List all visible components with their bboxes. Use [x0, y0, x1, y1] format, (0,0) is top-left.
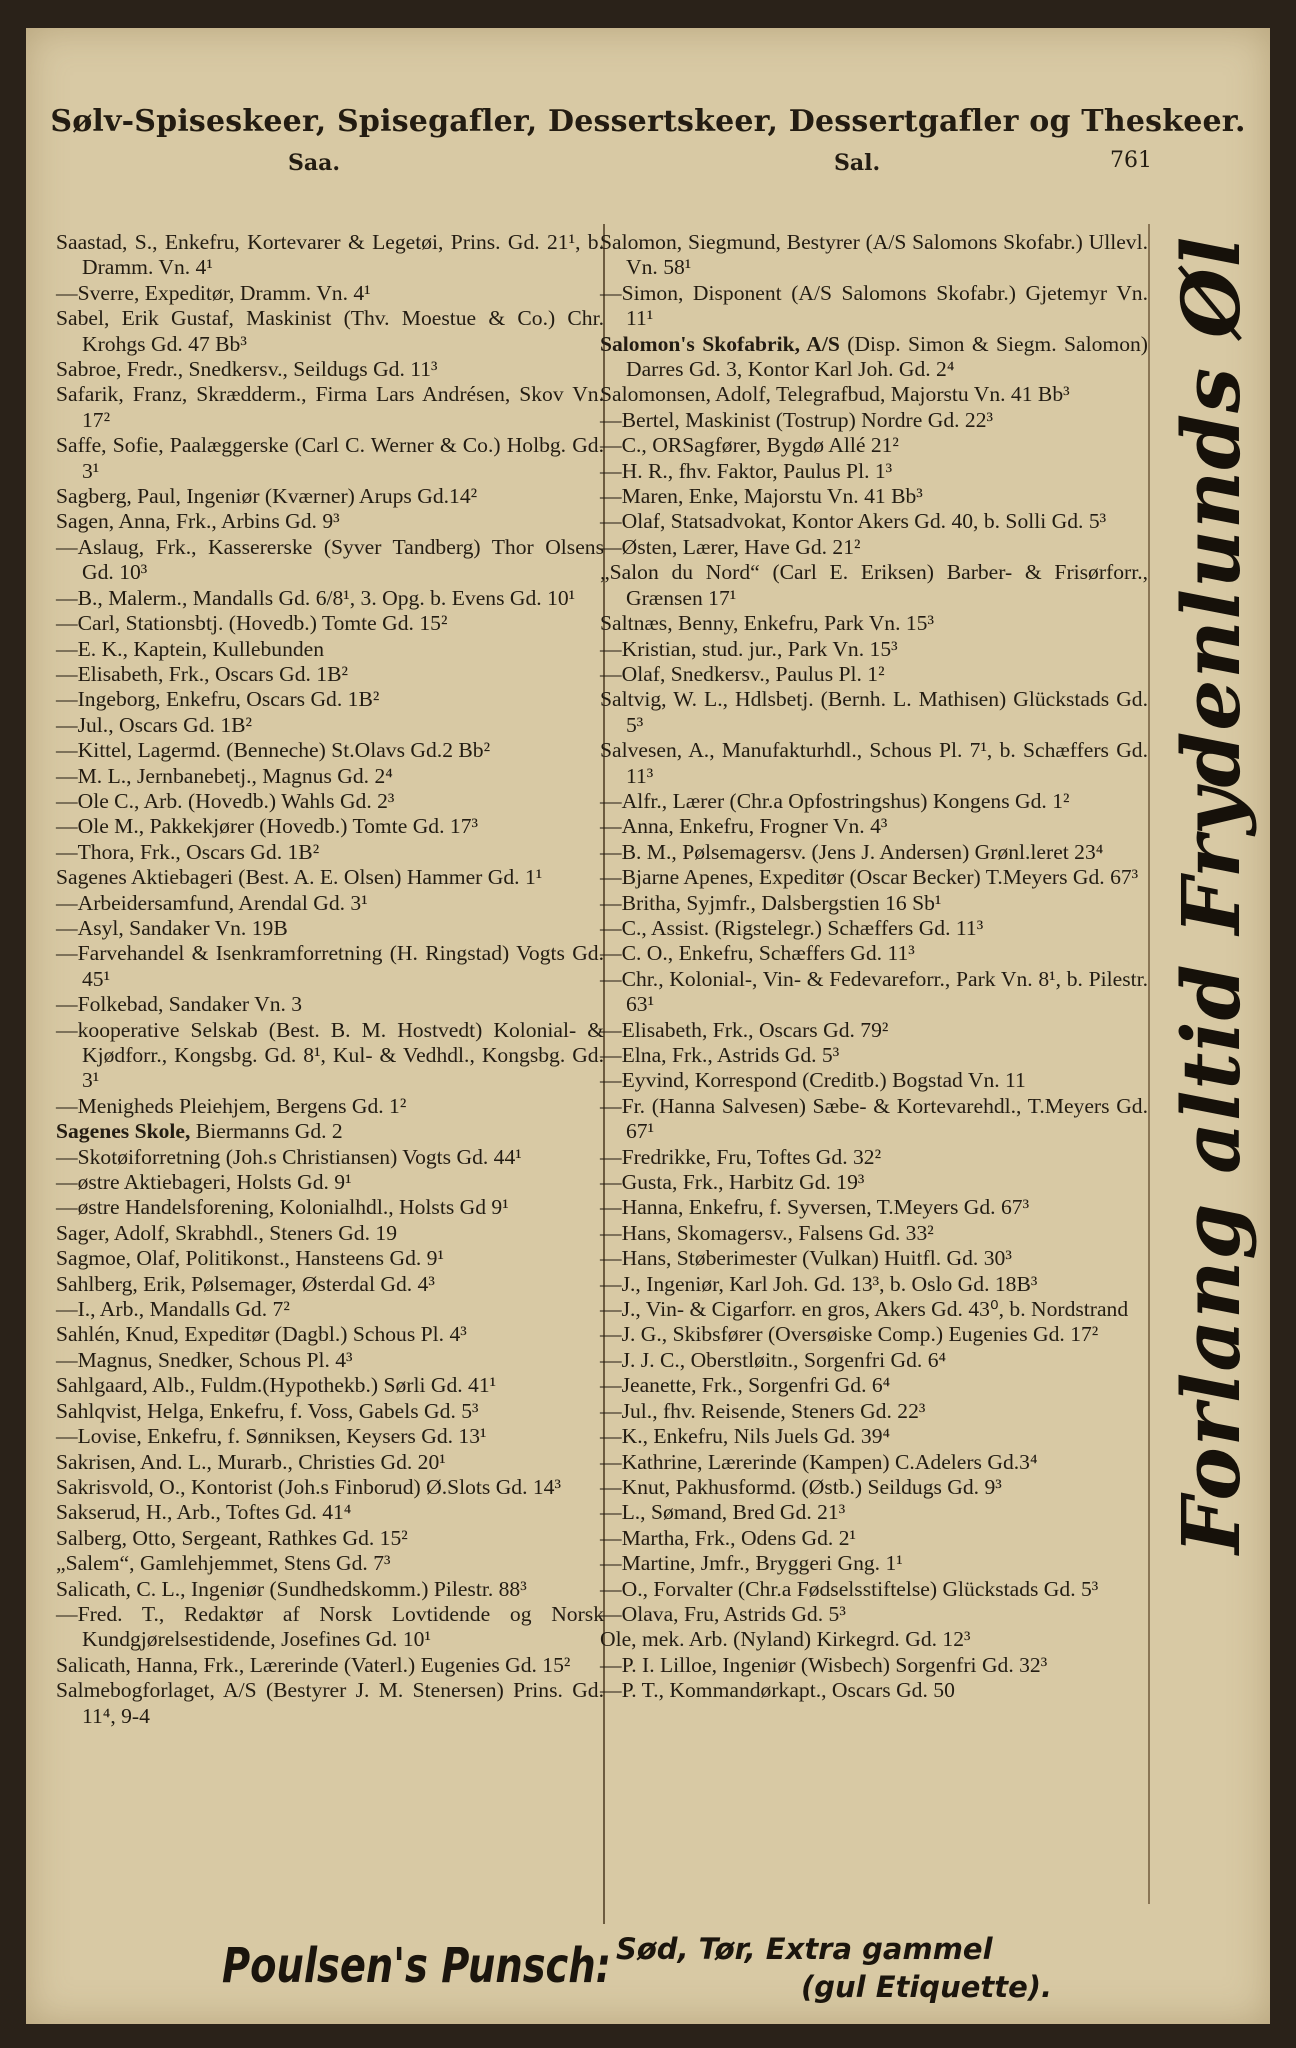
directory-entry: —østre Handelsforening, Kolonialhdl., Holsts Gd 9¹ — [56, 1195, 509, 1220]
directory-entry: —B. M., Pølsemagersv. (Jens J. Andersen) Grønl.leret 23⁴ — [600, 839, 1104, 864]
page-banner: Sølv-Spiseskeer, Spisegafler, Dessertskeer, Dessertgafler og Theskeer. — [50, 104, 1246, 139]
left-column — [56, 230, 604, 1729]
directory-entry: Salomon's Skofabrik, A/S (Disp. Simon & Siegm. Salomon) Darres Gd. 3, Kontor Karl Joh. Gd. 2⁴ — [600, 331, 1148, 382]
directory-entry: Sahlqvist, Helga, Enkefru, f. Voss, Gabels Gd. 5³ — [56, 1398, 479, 1423]
running-head-right: Sal. — [834, 150, 881, 176]
directory-entry: Sakrisvold, O., Kontorist (Joh.s Finborud) Ø.Slots Gd. 14³ — [56, 1474, 561, 1499]
directory-entry: —B., Malerm., Mandalls Gd. 6/8¹, 3. Opg. b. Evens Gd. 10¹ — [56, 585, 576, 610]
bottom-advertisement-tagline — [616, 1930, 1052, 2006]
directory-entry: Salicath, C. L., Ingeniør (Sundhedskomm.) Pilestr. 88³ — [56, 1576, 527, 1601]
directory-entry: —I., Arb., Mandalls Gd. 7² — [56, 1297, 290, 1322]
directory-entry: Sagenes Aktiebageri (Best. A. E. Olsen) Hammer Gd. 1¹ — [56, 865, 543, 890]
directory-entry: Sabroe, Fredr., Snedkersv., Seildugs Gd. 11³ — [56, 357, 438, 382]
directory-entry: —Kittel, Lagermd. (Benneche) St.Olavs Gd.2 Bb² — [56, 738, 491, 763]
directory-entry: Sagberg, Paul, Ingeniør (Kværner) Arups Gd.14² — [56, 484, 478, 509]
directory-entry: —Knut, Pakhusformd. (Østb.) Seildugs Gd. 9³ — [600, 1474, 1002, 1499]
directory-entry: —J. J. C., Oberstløitn., Sorgenfri Gd. 6⁴ — [600, 1347, 947, 1372]
directory-entry: —Elisabeth, Frk., Oscars Gd. 79² — [600, 1017, 889, 1042]
directory-entry: —Alfr., Lærer (Chr.a Opfostringshus) Kongens Gd. 1² — [600, 788, 1070, 813]
directory-entry: —Eyvind, Korrespond (Creditb.) Bogstad Vn. 11 — [600, 1068, 1026, 1093]
directory-entry: —Anna, Enkefru, Frogner Vn. 4³ — [600, 814, 888, 839]
tagline-line-2: (gul Etiquette). — [801, 1970, 1053, 2004]
directory-entry: Sagmoe, Olaf, Politikonst., Hansteens Gd. 9¹ — [56, 1246, 444, 1271]
directory-entry: —Olava, Fru, Astrids Gd. 5³ — [600, 1601, 846, 1626]
directory-entry: —Arbeidersamfund, Arendal Gd. 3¹ — [56, 890, 368, 915]
directory-entry: —L., Sømand, Bred Gd. 21³ — [600, 1500, 846, 1525]
tagline-line-1: Sød, Tør, Extra gammel — [616, 1932, 993, 1966]
directory-entry: —Asyl, Sandaker Vn. 19B — [56, 915, 288, 940]
directory-entry: Sagenes Skole, Biermanns Gd. 2 — [56, 1119, 343, 1144]
directory-entry: —P. T., Kommandørkapt., Oscars Gd. 50 — [600, 1678, 955, 1703]
directory-entry: —E. K., Kaptein, Kullebunden — [56, 636, 325, 661]
directory-entry: —Chr., Kolonial-, Vin- & Fedevareforr., Park Vn. 8¹, b. Pilestr. 63¹ — [600, 966, 1148, 1017]
directory-entry: —Jul., Oscars Gd. 1B² — [56, 712, 253, 737]
directory-entry: Sahlgaard, Alb., Fuldm.(Hypothekb.) Sørli Gd. 41¹ — [56, 1373, 497, 1398]
directory-entry: —P. I. Lilloe, Ingeniør (Wisbech) Sorgenfri Gd. 32³ — [600, 1652, 1048, 1677]
directory-entry: Salomonsen, Adolf, Telegrafbud, Majorstu Vn. 41 Bb³ — [600, 382, 1070, 407]
side-advertisement: Forlang altid Frydenlunds Øl — [1164, 235, 1258, 1554]
directory-entry: —C., ORSagfører, Bygdø Allé 21² — [600, 433, 899, 458]
directory-entry: —Thora, Frk., Oscars Gd. 1B² — [56, 839, 320, 864]
directory-entry: —østre Aktiebageri, Holsts Gd. 9¹ — [56, 1170, 352, 1195]
directory-entry: —Kristian, stud. jur., Park Vn. 15³ — [600, 636, 898, 661]
directory-entry: —M. L., Jernbanebetj., Magnus Gd. 2⁴ — [56, 763, 393, 788]
directory-entry: —Olaf, Statsadvokat, Kontor Akers Gd. 40, b. Solli Gd. 5³ — [600, 509, 1107, 534]
running-head-left: Saa. — [288, 150, 341, 176]
directory-entry: Saltvig, W. L., Hdlsbetj. (Bernh. L. Mathisen) Glückstads Gd. 5³ — [600, 687, 1148, 737]
directory-entry: —kooperative Selskab (Best. B. M. Hostvedt) Kolonial- & Kjødforr., Kongsbg. Gd. 8¹, Kul- & Vedhdl., Kongsbg. Gd. 3¹ — [56, 1017, 604, 1093]
directory-entry: —Lovise, Enkefru, f. Sønniksen, Keysers Gd. 13¹ — [56, 1424, 487, 1449]
directory-entry: Saffe, Sofie, Paalæggerske (Carl C. Werner & Co.) Holbg. Gd. 3¹ — [56, 433, 604, 483]
directory-entry: —Aslaug, Frk., Kassererske (Syver Tandberg) Thor Olsens Gd. 10³ — [56, 534, 604, 585]
directory-entry: —K., Enkefru, Nils Juels Gd. 39⁴ — [600, 1424, 891, 1449]
directory-entry: Salmebogforlaget, A/S (Bestyrer J. M. Stenersen) Prins. Gd. 11⁴, 9-4 — [56, 1678, 604, 1728]
directory-entry: —Jul., fhv. Reisende, Steners Gd. 22³ — [600, 1398, 926, 1423]
directory-entry: Safarik, Franz, Skrædderm., Firma Lars Andrésen, Skov Vn. 17² — [56, 382, 604, 432]
directory-entry: Sakrisen, And. L., Murarb., Christies Gd. 20¹ — [56, 1449, 446, 1474]
directory-entry: —Folkebad, Sandaker Vn. 3 — [56, 992, 303, 1017]
directory-entry: Salicath, Hanna, Frk., Lærerinde (Vaterl.) Eugenies Gd. 15² — [56, 1652, 571, 1677]
directory-entry: —Fr. (Hanna Salvesen) Sæbe- & Kortevarehdl., T.Meyers Gd. 67¹ — [600, 1093, 1148, 1144]
directory-entry: —C. O., Enkefru, Schæffers Gd. 11³ — [600, 941, 915, 966]
directory-entry: Sahlén, Knud, Expeditør (Dagbl.) Schous Pl. 4³ — [56, 1322, 467, 1347]
directory-entry: —Fredrikke, Fru, Toftes Gd. 32² — [600, 1144, 882, 1169]
directory-entry: —Ole C., Arb. (Hovedb.) Wahls Gd. 2³ — [56, 788, 395, 813]
directory-entry: —Ingeborg, Enkefru, Oscars Gd. 1B² — [56, 687, 380, 712]
right-column — [600, 230, 1148, 1704]
directory-entry: —Hanna, Enkefru, f. Syversen, T.Meyers Gd. 67³ — [600, 1195, 1030, 1220]
directory-entry: —Kathrine, Lærerinde (Kampen) C.Adelers Gd.3⁴ — [600, 1449, 1038, 1474]
directory-entry: Sabel, Erik Gustaf, Maskinist (Thv. Moestue & Co.) Chr. Krohgs Gd. 47 Bb³ — [56, 306, 604, 356]
directory-entry: Salomon, Siegmund, Bestyrer (A/S Salomons Skofabr.) Ullevl. Vn. 58¹ — [600, 230, 1148, 280]
directory-entry: Sager, Adolf, Skrabhdl., Steners Gd. 19 — [56, 1220, 397, 1245]
bottom-advertisement-brand: Poulsen's Punsch: — [222, 1938, 612, 1994]
directory-entry: —Ole M., Pakkekjører (Hovedb.) Tomte Gd. 17³ — [56, 814, 478, 839]
directory-entry: —Skotøiforretning (Joh.s Christiansen) Vogts Gd. 44¹ — [56, 1144, 522, 1169]
ad-border — [1148, 224, 1150, 1904]
page-number: 761 — [1110, 148, 1152, 173]
directory-entry: Sakserud, H., Arb., Toftes Gd. 41⁴ — [56, 1500, 352, 1525]
directory-entry: —O., Forvalter (Chr.a Fødselsstiftelse) Glückstads Gd. 5³ — [600, 1576, 1099, 1601]
directory-entry: —Bjarne Apenes, Expeditør (Oscar Becker) T.Meyers Gd. 67³ — [600, 865, 1139, 890]
directory-entry: —Elna, Frk., Astrids Gd. 5³ — [600, 1043, 840, 1067]
directory-entry: —H. R., fhv. Faktor, Paulus Pl. 1³ — [600, 458, 893, 483]
directory-entry: „Salon du Nord“ (Carl E. Eriksen) Barber- & Frisørforr., Grænsen 17¹ — [600, 560, 1148, 610]
directory-entry: —Bertel, Maskinist (Tostrup) Nordre Gd. 22³ — [600, 407, 993, 432]
directory-entry: —Elisabeth, Frk., Oscars Gd. 1B² — [56, 661, 348, 686]
directory-entry: —Martine, Jmfr., Bryggeri Gng. 1¹ — [600, 1551, 903, 1576]
directory-entry: —Britha, Syjmfr., Dalsbergstien 16 Sb¹ — [600, 890, 942, 915]
directory-entry: Salvesen, A., Manufakturhdl., Schous Pl. 7¹, b. Schæffers Gd. 11³ — [600, 738, 1148, 788]
directory-entry: —Olaf, Snedkersv., Paulus Pl. 1² — [600, 661, 885, 686]
directory-entry: —Østen, Lærer, Have Gd. 21² — [600, 534, 861, 559]
directory-entry: —Jeanette, Frk., Sorgenfri Gd. 6⁴ — [600, 1373, 891, 1398]
directory-entry: Saastad, S., Enkefru, Kortevarer & Legetøi, Prins. Gd. 21¹, b. Dramm. Vn. 4¹ — [56, 230, 604, 280]
directory-entry: —J., Vin- & Cigarforr. en gros, Akers Gd. 43⁰, b. Nordstrand — [600, 1297, 1129, 1322]
directory-entry: —Hans, Støberimester (Vulkan) Huitfl. Gd. 30³ — [600, 1246, 1012, 1271]
directory-entry: Ole, mek. Arb. (Nyland) Kirkegrd. Gd. 12³ — [600, 1627, 971, 1652]
directory-entry: —Magnus, Snedker, Schous Pl. 4³ — [56, 1347, 353, 1372]
directory-entry: „Salem“, Gamlehjemmet, Stens Gd. 7³ — [56, 1551, 391, 1576]
directory-entry: —C., Assist. (Rigstelegr.) Schæffers Gd. 11³ — [600, 915, 984, 940]
directory-entry: —Sverre, Expeditør, Dramm. Vn. 4¹ — [56, 280, 371, 305]
directory-entry: —Gusta, Frk., Harbitz Gd. 19³ — [600, 1170, 865, 1195]
directory-entry: —Martha, Frk., Odens Gd. 2¹ — [600, 1525, 856, 1550]
directory-entry: Salberg, Otto, Sergeant, Rathkes Gd. 15² — [56, 1525, 408, 1550]
directory-entry: Sahlberg, Erik, Pølsemager, Østerdal Gd. 4³ — [56, 1271, 435, 1296]
directory-entry: —Farvehandel & Isenkramforretning (H. Ringstad) Vogts Gd. 45¹ — [56, 941, 604, 991]
directory-entry: —J. G., Skibsfører (Oversøiske Comp.) Eugenies Gd. 17² — [600, 1322, 1099, 1347]
directory-entry: —Hans, Skomagersv., Falsens Gd. 33² — [600, 1220, 934, 1245]
directory-entry: Saltnæs, Benny, Enkefru, Park Vn. 15³ — [600, 611, 934, 636]
directory-entry: —Fred. T., Redaktør af Norsk Lovtidende og Norsk Kundgjørelsestidende, Josefines Gd. 10¹ — [56, 1601, 604, 1652]
directory-page — [26, 28, 1270, 2024]
directory-entry: Sagen, Anna, Frk., Arbins Gd. 9³ — [56, 509, 340, 534]
directory-entry: —J., Ingeniør, Karl Joh. Gd. 13³, b. Oslo Gd. 18B³ — [600, 1271, 1038, 1296]
directory-entry: —Maren, Enke, Majorstu Vn. 41 Bb³ — [600, 484, 923, 509]
directory-entry: —Menigheds Pleiehjem, Bergens Gd. 1² — [56, 1093, 407, 1118]
directory-entry: —Carl, Stationsbtj. (Hovedb.) Tomte Gd. 15² — [56, 611, 448, 636]
directory-entry: —Simon, Disponent (A/S Salomons Skofabr.) Gjetemyr Vn. 11¹ — [600, 280, 1148, 331]
